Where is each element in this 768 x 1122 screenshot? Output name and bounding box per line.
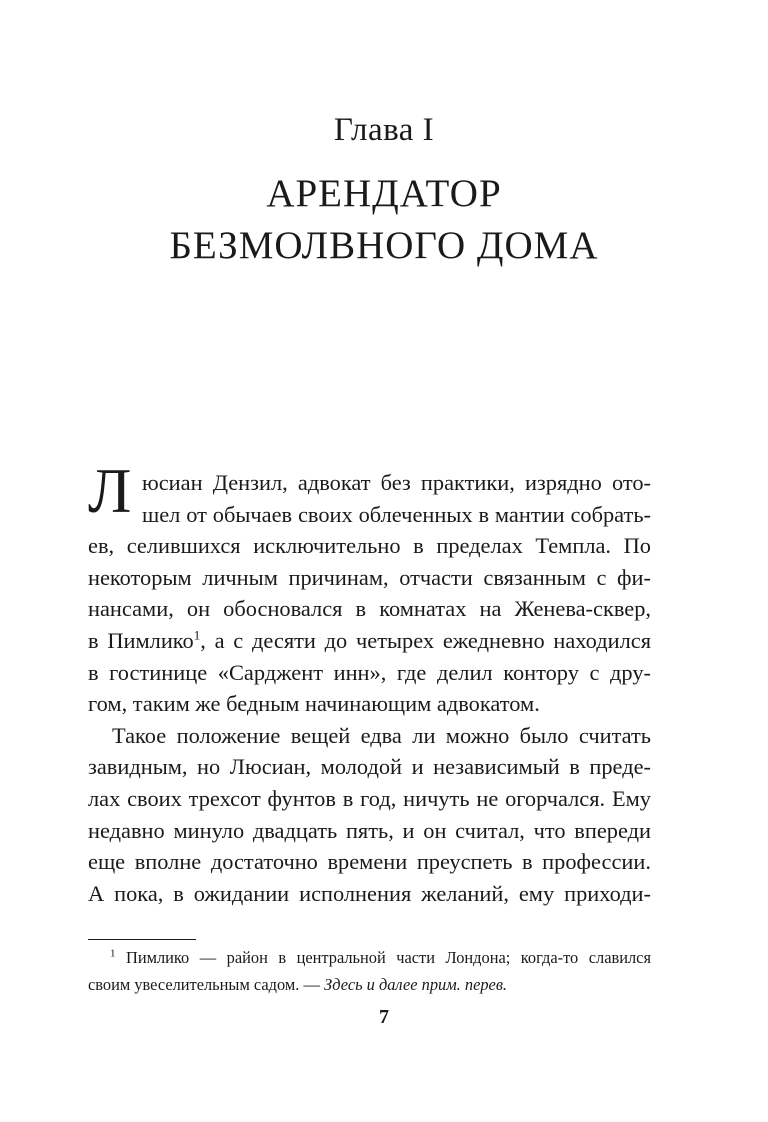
chapter-body [88, 455, 651, 909]
chapter-title [0, 168, 768, 272]
footnote-text: Пимлико — район в центральной части Лондона; когда-то славился [126, 948, 651, 967]
paragraph-1 [88, 455, 651, 720]
text-line-content: юсиан Дензил, адвокат без практики, изрядно ото- [142, 470, 651, 495]
chapter-number: Глава I [333, 112, 435, 148]
text-line: недавно минуло двадцать пять, и он считал, что впереди [88, 817, 651, 843]
text-segment: а с десяти до четырех ежедневно находился [214, 627, 651, 653]
chapter-title-line-1: АРЕНДАТОР [266, 172, 502, 215]
text-line: в гостинице «Сарджент инн», где делил контору с дру- [88, 659, 651, 685]
text-line: Такое положение вещей едва ли можно было считать [112, 722, 651, 748]
text-line: завидным, но Люсиан, молодой и независимый в преде- [88, 754, 651, 780]
footnote-italic-note: Здесь и далее прим. перев. [323, 975, 508, 994]
footnote-text: своим увеселительным садом. — [88, 975, 324, 994]
paragraph-2 [88, 720, 651, 910]
text-line: ев, селившихся исключительно в пределах Темпла. По [88, 533, 651, 559]
text-line: А пока, в ожидании исполнения желаний, ему приходи- [88, 880, 651, 906]
text-segment: в Пимлико [88, 627, 194, 653]
footnote-separator [88, 939, 196, 940]
chapter-title-line-2: БЕЗМОЛВНОГО ДОМА [169, 224, 599, 267]
footnote-line-2 [88, 971, 651, 998]
text-line: лах своих трехсот фунтов в год, ничуть не огорчался. Ему [88, 785, 651, 811]
page-number: 7 [379, 1006, 389, 1028]
footnote-mark: 1 [110, 947, 116, 960]
text-line: гом, таким же бедным начинающим адвокатом. [88, 691, 540, 717]
text-line: нансами, он обосновался в комнатах на Женева-сквер, [88, 596, 651, 622]
drop-cap: Л [88, 455, 132, 526]
footnote-line-1 [88, 944, 651, 971]
text-line: в Пимлико$^1$, а с десяти до четырех ежедневно находился [88, 627, 651, 653]
text-line: некоторым личным причинам, отчасти связанным с фи- [88, 564, 651, 590]
text-line: еще вполне достаточно времени преуспеть в профессии. [88, 849, 651, 875]
footnote [88, 944, 651, 998]
footnote-reference[interactable]: 1 [193, 627, 201, 643]
text-line: шел от обычаев своих облеченных в мантии собрать- [142, 501, 651, 527]
